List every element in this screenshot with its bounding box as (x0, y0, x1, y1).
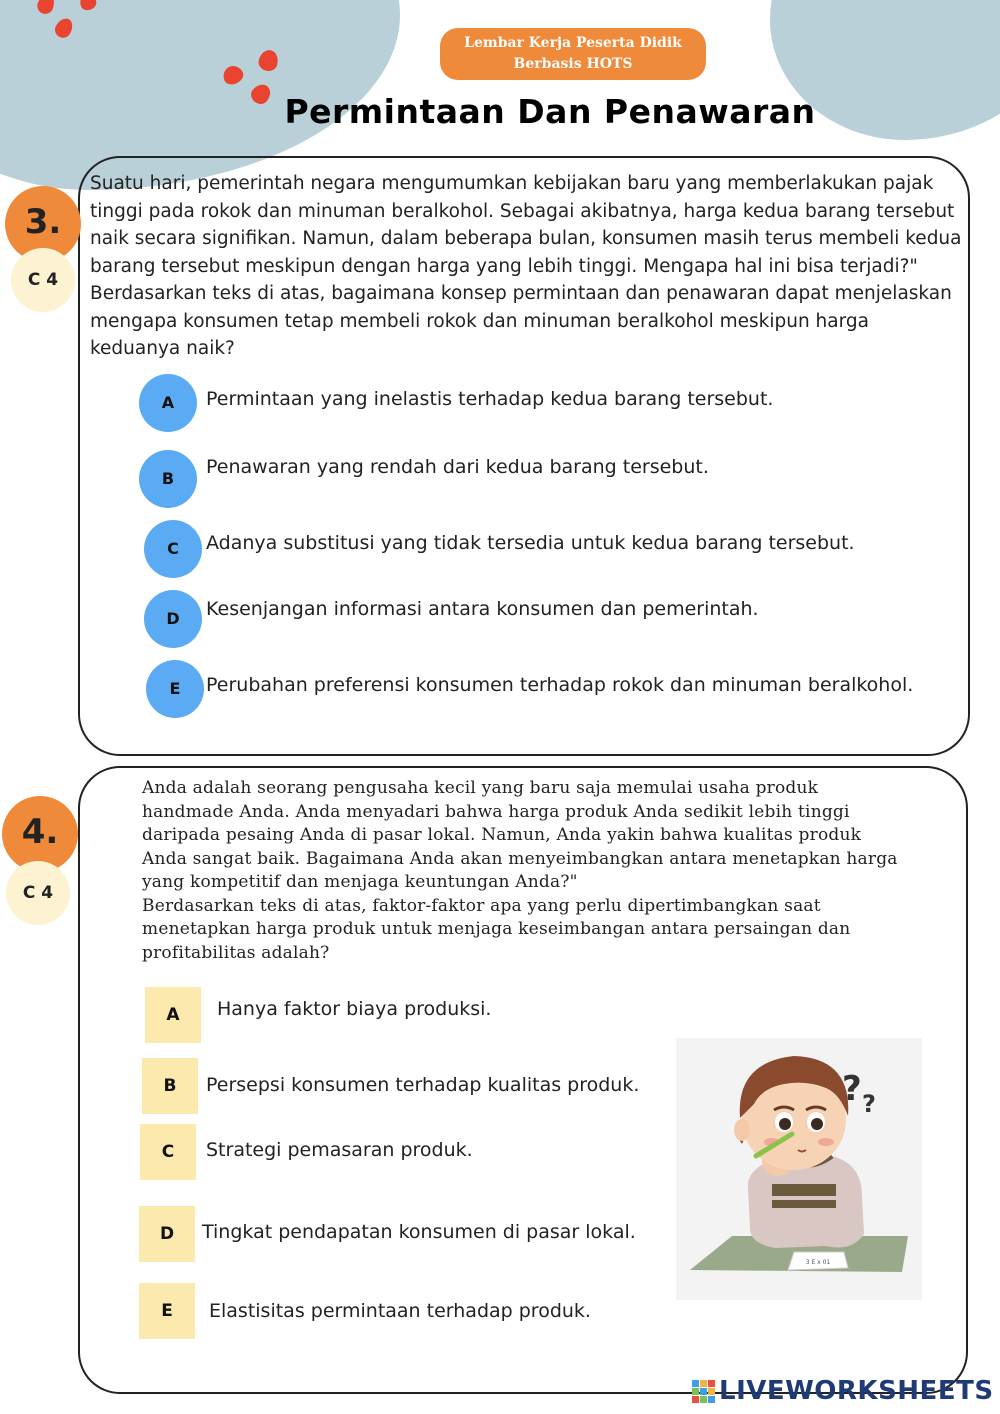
question-4-text (142, 777, 962, 965)
question-3-option-a-text[interactable]: Permintaan yang inelastis terhadap kedua barang tersebut. (206, 388, 774, 410)
question-4-option-a-text[interactable]: Hanya faktor biaya produksi. (217, 998, 492, 1020)
question-3-option-e-text[interactable]: Perubahan preferensi konsumen terhadap rokok dan minuman beralkohol. (206, 674, 914, 696)
question-4-line: Anda adalah seorang pengusaha kecil yang baru saja memulai usaha produk (142, 778, 819, 798)
question-4-option-c-button[interactable]: C (140, 1124, 196, 1180)
question-4-line: yang kompetitif dan menjaga keuntungan Anda?" (142, 872, 578, 892)
question-4-option-a-button[interactable]: A (145, 987, 201, 1043)
question-3-text (90, 170, 970, 363)
question-4-line: profitabilitas adalah? (142, 942, 330, 963)
question-4-line: Anda sangat baik. Bagaimana Anda akan menyeimbangkan antara menetapkan harga (142, 848, 898, 869)
thinking-boy-icon (676, 1038, 922, 1300)
worksheet-badge (440, 28, 706, 80)
liveworksheets-logo[interactable] (692, 1374, 994, 1408)
question-4-line: Berdasarkan teks di atas, faktor-faktor apa yang perlu dipertimbangkan saat (142, 895, 821, 916)
badge-line-2: Berbasis HOTS (513, 56, 633, 72)
question-3-line: naik secara signifikan. Namun, dalam beberapa bulan, konsumen masih terus membeli kedua (90, 228, 962, 249)
question-3-line: Suatu hari, pemerintah negara mengumumkan kebijakan baru yang memberlakukan pajak (90, 173, 934, 194)
question-4-line: menetapkan harga produk untuk menjaga keseimbangan antara persaingan dan (142, 919, 851, 939)
question-3-option-c-text[interactable]: Adanya substitusi yang tidak tersedia untuk kedua barang tersebut. (206, 532, 855, 554)
question-3-number: 3. (5, 186, 81, 262)
question-mark-large: ? (842, 1069, 862, 1109)
question-3-option-b-button[interactable]: B (139, 450, 197, 508)
question-3-line: Berdasarkan teks di atas, bagaimana konsep permintaan dan penawaran dapat menjelaskan (90, 283, 952, 304)
question-3-line: mengapa konsumen tetap membeli rokok dan minuman beralkohol meskipun harga (90, 310, 869, 332)
liveworksheets-brand: LIVEWORKSHEETS (719, 1376, 994, 1406)
question-3-line: keduanya naik? (90, 338, 235, 359)
question-3-option-a-button[interactable]: A (139, 374, 197, 432)
question-4-option-c-text[interactable]: Strategi pemasaran produk. (206, 1139, 473, 1161)
page-title: Permintaan Dan Penawaran (284, 92, 816, 131)
question-4-line: handmade Anda. Anda menyadari bahwa harga produk Anda sedikit lebih tinggi (142, 801, 850, 822)
question-4-line: daripada pesaing Anda di pasar lokal. Namun, Anda yakin bahwa kualitas produk (142, 825, 862, 845)
badge-line-1: Lembar Kerja Peserta Didik (464, 35, 682, 51)
thinking-boy-illustration (676, 1038, 922, 1300)
question-4-option-e-text[interactable]: Elastisitas permintaan terhadap produk. (209, 1300, 591, 1322)
question-3-level: C 4 (11, 248, 75, 312)
question-3-line: tinggi pada rokok dan minuman beralkohol. Sebagai akibatnya, harga kedua barang tersebut (90, 200, 955, 222)
question-4-number: 4. (2, 796, 78, 872)
liveworksheets-grid-icon (692, 1380, 715, 1403)
paper-text: 3 E x 01 (805, 1259, 831, 1266)
question-4-option-b-button[interactable]: B (142, 1058, 198, 1114)
question-3-option-b-text[interactable]: Penawaran yang rendah dari kedua barang tersebut. (206, 456, 709, 478)
question-4-option-d-text[interactable]: Tingkat pendapatan konsumen di pasar lokal. (202, 1221, 636, 1243)
question-4-option-d-button[interactable]: D (139, 1206, 195, 1262)
question-3-line: barang tersebut meskipun dengan harga yang lebih tinggi. Mengapa hal ini bisa terjadi?" (90, 255, 918, 277)
question-mark-small: ? (862, 1090, 876, 1118)
question-3-option-c-button[interactable]: C (144, 520, 202, 578)
question-4-option-b-text[interactable]: Persepsi konsumen terhadap kualitas produk. (206, 1074, 640, 1096)
question-4-option-e-button[interactable]: E (139, 1283, 195, 1339)
question-3-option-d-text[interactable]: Kesenjangan informasi antara konsumen dan pemerintah. (206, 598, 759, 620)
question-3-option-e-button[interactable]: E (146, 660, 204, 718)
question-3-option-d-button[interactable]: D (144, 590, 202, 648)
question-4-level: C 4 (6, 861, 70, 925)
